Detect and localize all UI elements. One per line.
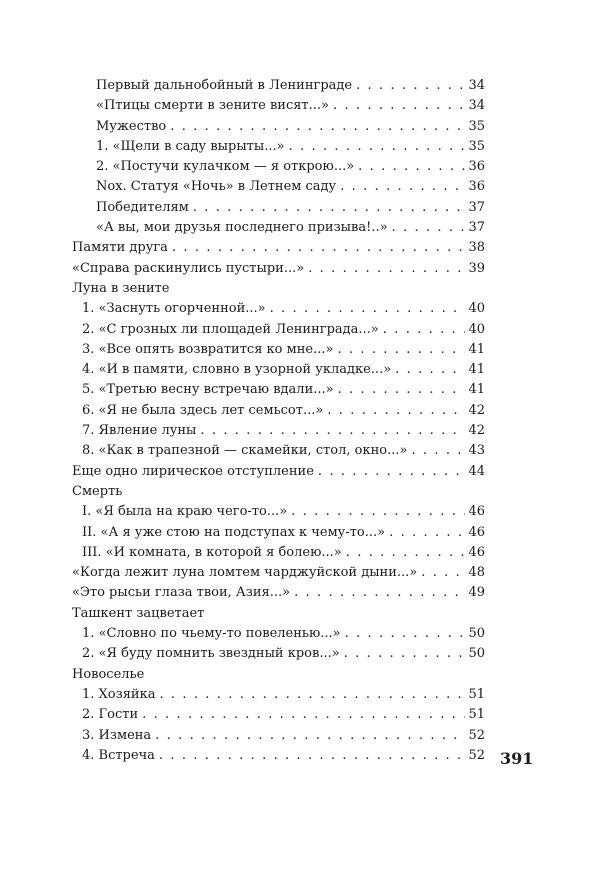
- toc-entry-title: 6. «Я не была здесь лет семьсот...»: [82, 402, 324, 418]
- toc-entry-title: 1. «Словно по чьему-то повеленью...»: [82, 626, 341, 642]
- toc-entry-page: 52: [468, 727, 485, 743]
- toc-entry-page: 40: [468, 301, 485, 317]
- toc-entry: [0, 218, 600, 238]
- toc-entry-title: Первый дальнобойный в Ленинграде: [96, 78, 353, 93]
- toc-entry-title: 3. Измена: [82, 727, 152, 743]
- page-number: 391: [500, 749, 534, 768]
- toc-entry: [0, 583, 600, 603]
- toc-entry-title: Смерть: [72, 483, 123, 499]
- table-of-contents: [0, 76, 600, 766]
- toc-entry-page: 41: [468, 382, 485, 398]
- toc-dot-leader: [291, 502, 465, 522]
- toc-dot-leader: [389, 523, 465, 543]
- toc-dot-leader: [411, 441, 465, 461]
- toc-entry: [0, 76, 600, 96]
- toc-dot-leader: [142, 705, 465, 725]
- toc-entry-page: 38: [468, 240, 485, 256]
- toc-dot-leader: [172, 238, 466, 258]
- toc-entry: [0, 117, 600, 137]
- toc-entry-title: 2. «Постучи кулачком — я открою...»: [96, 159, 355, 175]
- toc-dot-leader: [358, 157, 465, 177]
- toc-entry-title: 2. «Я буду помнить звездный кров...»: [82, 646, 340, 662]
- toc-entry-page: 40: [468, 321, 485, 337]
- toc-dot-leader: [318, 462, 466, 482]
- toc-entry-title: «А вы, мои друзья последнего призыва!..»: [96, 220, 388, 236]
- toc-dot-leader: [340, 177, 465, 197]
- toc-entry-page: 36: [468, 159, 485, 175]
- toc-entry-title: Памяти друга: [72, 240, 168, 256]
- toc-entry: [0, 685, 600, 705]
- toc-dot-leader: [289, 137, 466, 157]
- toc-entry: [0, 259, 600, 279]
- toc-entry: [0, 380, 600, 400]
- toc-entry-page: 50: [468, 626, 485, 642]
- toc-entry-title: «Когда лежит луна ломтем чарджуйской дыни...»: [72, 565, 418, 581]
- toc-entry: [0, 279, 600, 299]
- toc-entry-page: 49: [468, 585, 485, 601]
- toc-entry-page: 48: [468, 565, 485, 581]
- toc-dot-leader: [356, 76, 465, 96]
- toc-entry-page: 34: [468, 78, 485, 93]
- toc-entry: [0, 563, 600, 583]
- toc-entry-page: 50: [468, 646, 485, 662]
- toc-entry-title: 1. «Щели в саду вырыты...»: [96, 138, 285, 154]
- toc-entry-page: 42: [468, 423, 485, 439]
- toc-dot-leader: [270, 299, 466, 319]
- toc-entry-page: 46: [468, 524, 485, 540]
- toc-entry-title: «Птицы смерти в зените висят...»: [96, 98, 329, 114]
- toc-dot-leader: [392, 218, 466, 238]
- toc-entry: [0, 482, 600, 502]
- toc-entry-page: 37: [468, 199, 485, 215]
- toc-entry-page: 52: [468, 747, 485, 763]
- toc-entry-page: 43: [468, 443, 485, 459]
- toc-entry-title: 2. «С грозных ли площадей Ленинграда...»: [82, 321, 379, 337]
- toc-entry: [0, 299, 600, 319]
- toc-dot-leader: [193, 198, 466, 218]
- toc-entry: [0, 502, 600, 522]
- toc-dot-leader: [345, 624, 466, 644]
- toc-entry-page: 35: [468, 138, 485, 154]
- toc-entry-title: «Справа раскинулись пустыри...»: [72, 260, 305, 276]
- toc-entry: [0, 360, 600, 380]
- toc-entry: [0, 421, 600, 441]
- toc-entry: [0, 198, 600, 218]
- toc-dot-leader: [155, 726, 465, 746]
- toc-entry-page: 35: [468, 118, 485, 134]
- toc-entry: [0, 726, 600, 746]
- toc-entry-page: 44: [468, 463, 485, 479]
- toc-entry-page: 46: [468, 544, 485, 560]
- toc-entry-title: 5. «Третью весну встречаю вдали...»: [82, 382, 334, 398]
- toc-entry-page: 37: [468, 220, 485, 236]
- toc-entry-title: III. «И комната, в которой я болею...»: [82, 544, 342, 560]
- toc-entry-page: 42: [468, 402, 485, 418]
- toc-entry: [0, 137, 600, 157]
- toc-entry-title: Ташкент зацветает: [72, 605, 205, 621]
- toc-entry-title: «Это рысьи глаза твои, Азия...»: [72, 585, 291, 601]
- toc-entry-page: 39: [468, 260, 485, 276]
- toc-entry: [0, 441, 600, 461]
- toc-entry-title: Луна в зените: [72, 280, 170, 296]
- toc-entry: [0, 665, 600, 685]
- toc-entry: [0, 96, 600, 116]
- toc-dot-leader: [333, 96, 465, 116]
- toc-entry-title: Победителям: [96, 199, 189, 215]
- toc-entry-page: 46: [468, 504, 485, 520]
- toc-entry-title: Мужество: [96, 118, 167, 134]
- toc-dot-leader: [200, 421, 465, 441]
- toc-dot-leader: [337, 340, 465, 360]
- toc-entry-page: 51: [468, 707, 485, 723]
- toc-entry-title: Новоселье: [72, 666, 145, 682]
- toc-dot-leader: [294, 583, 465, 603]
- toc-dot-leader: [159, 746, 466, 766]
- toc-entry: [0, 320, 600, 340]
- toc-entry-title: 7. Явление луны: [82, 423, 197, 439]
- toc-entry: [0, 523, 600, 543]
- toc-entry: [0, 543, 600, 563]
- toc-entry: [0, 401, 600, 421]
- toc-entry: [0, 604, 600, 624]
- toc-entry: [0, 340, 600, 360]
- toc-entry: [0, 177, 600, 197]
- toc-entry: [0, 157, 600, 177]
- toc-entry: [0, 624, 600, 644]
- toc-entry-title: 4. Встреча: [82, 747, 155, 763]
- toc-dot-leader: [327, 401, 465, 421]
- toc-entry-title: Nox. Статуя «Ночь» в Летнем саду: [96, 179, 337, 195]
- toc-entry-title: 1. Хозяйка: [82, 686, 156, 702]
- toc-dot-leader: [395, 360, 465, 380]
- toc-dot-leader: [421, 563, 465, 583]
- toc-entry-title: 2. Гости: [82, 707, 139, 723]
- toc-entry-page: 51: [468, 686, 485, 702]
- toc-entry: [0, 462, 600, 482]
- toc-entry-page: 34: [468, 98, 485, 114]
- toc-dot-leader: [170, 117, 465, 137]
- toc-entry-title: 3. «Все опять возвратится ко мне...»: [82, 341, 334, 357]
- toc-entry-title: Еще одно лирическое отступление: [72, 463, 314, 479]
- toc-entry: [0, 644, 600, 664]
- toc-entry-title: 4. «И в памяти, словно в узорной укладке...»: [82, 362, 392, 378]
- toc-dot-leader: [159, 685, 465, 705]
- toc-dot-leader: [383, 320, 466, 340]
- toc-entry-title: II. «А я уже стою на подступах к чему-то...»: [82, 524, 386, 540]
- toc-dot-leader: [338, 380, 466, 400]
- toc-entry: [0, 705, 600, 725]
- toc-entry-title: 8. «Как в трапезной — скамейки, стол, окно...»: [82, 443, 408, 459]
- toc-entry-title: I. «Я была на краю чего-то...»: [82, 504, 288, 520]
- toc-dot-leader: [308, 259, 465, 279]
- toc-dot-leader: [346, 543, 466, 563]
- toc-entry-title: 1. «Заснуть огорченной...»: [82, 301, 266, 317]
- toc-dot-leader: [344, 644, 466, 664]
- toc-entry-page: 41: [468, 362, 485, 378]
- toc-entry-page: 41: [468, 341, 485, 357]
- toc-entry: [0, 238, 600, 258]
- toc-entry-page: 36: [468, 179, 485, 195]
